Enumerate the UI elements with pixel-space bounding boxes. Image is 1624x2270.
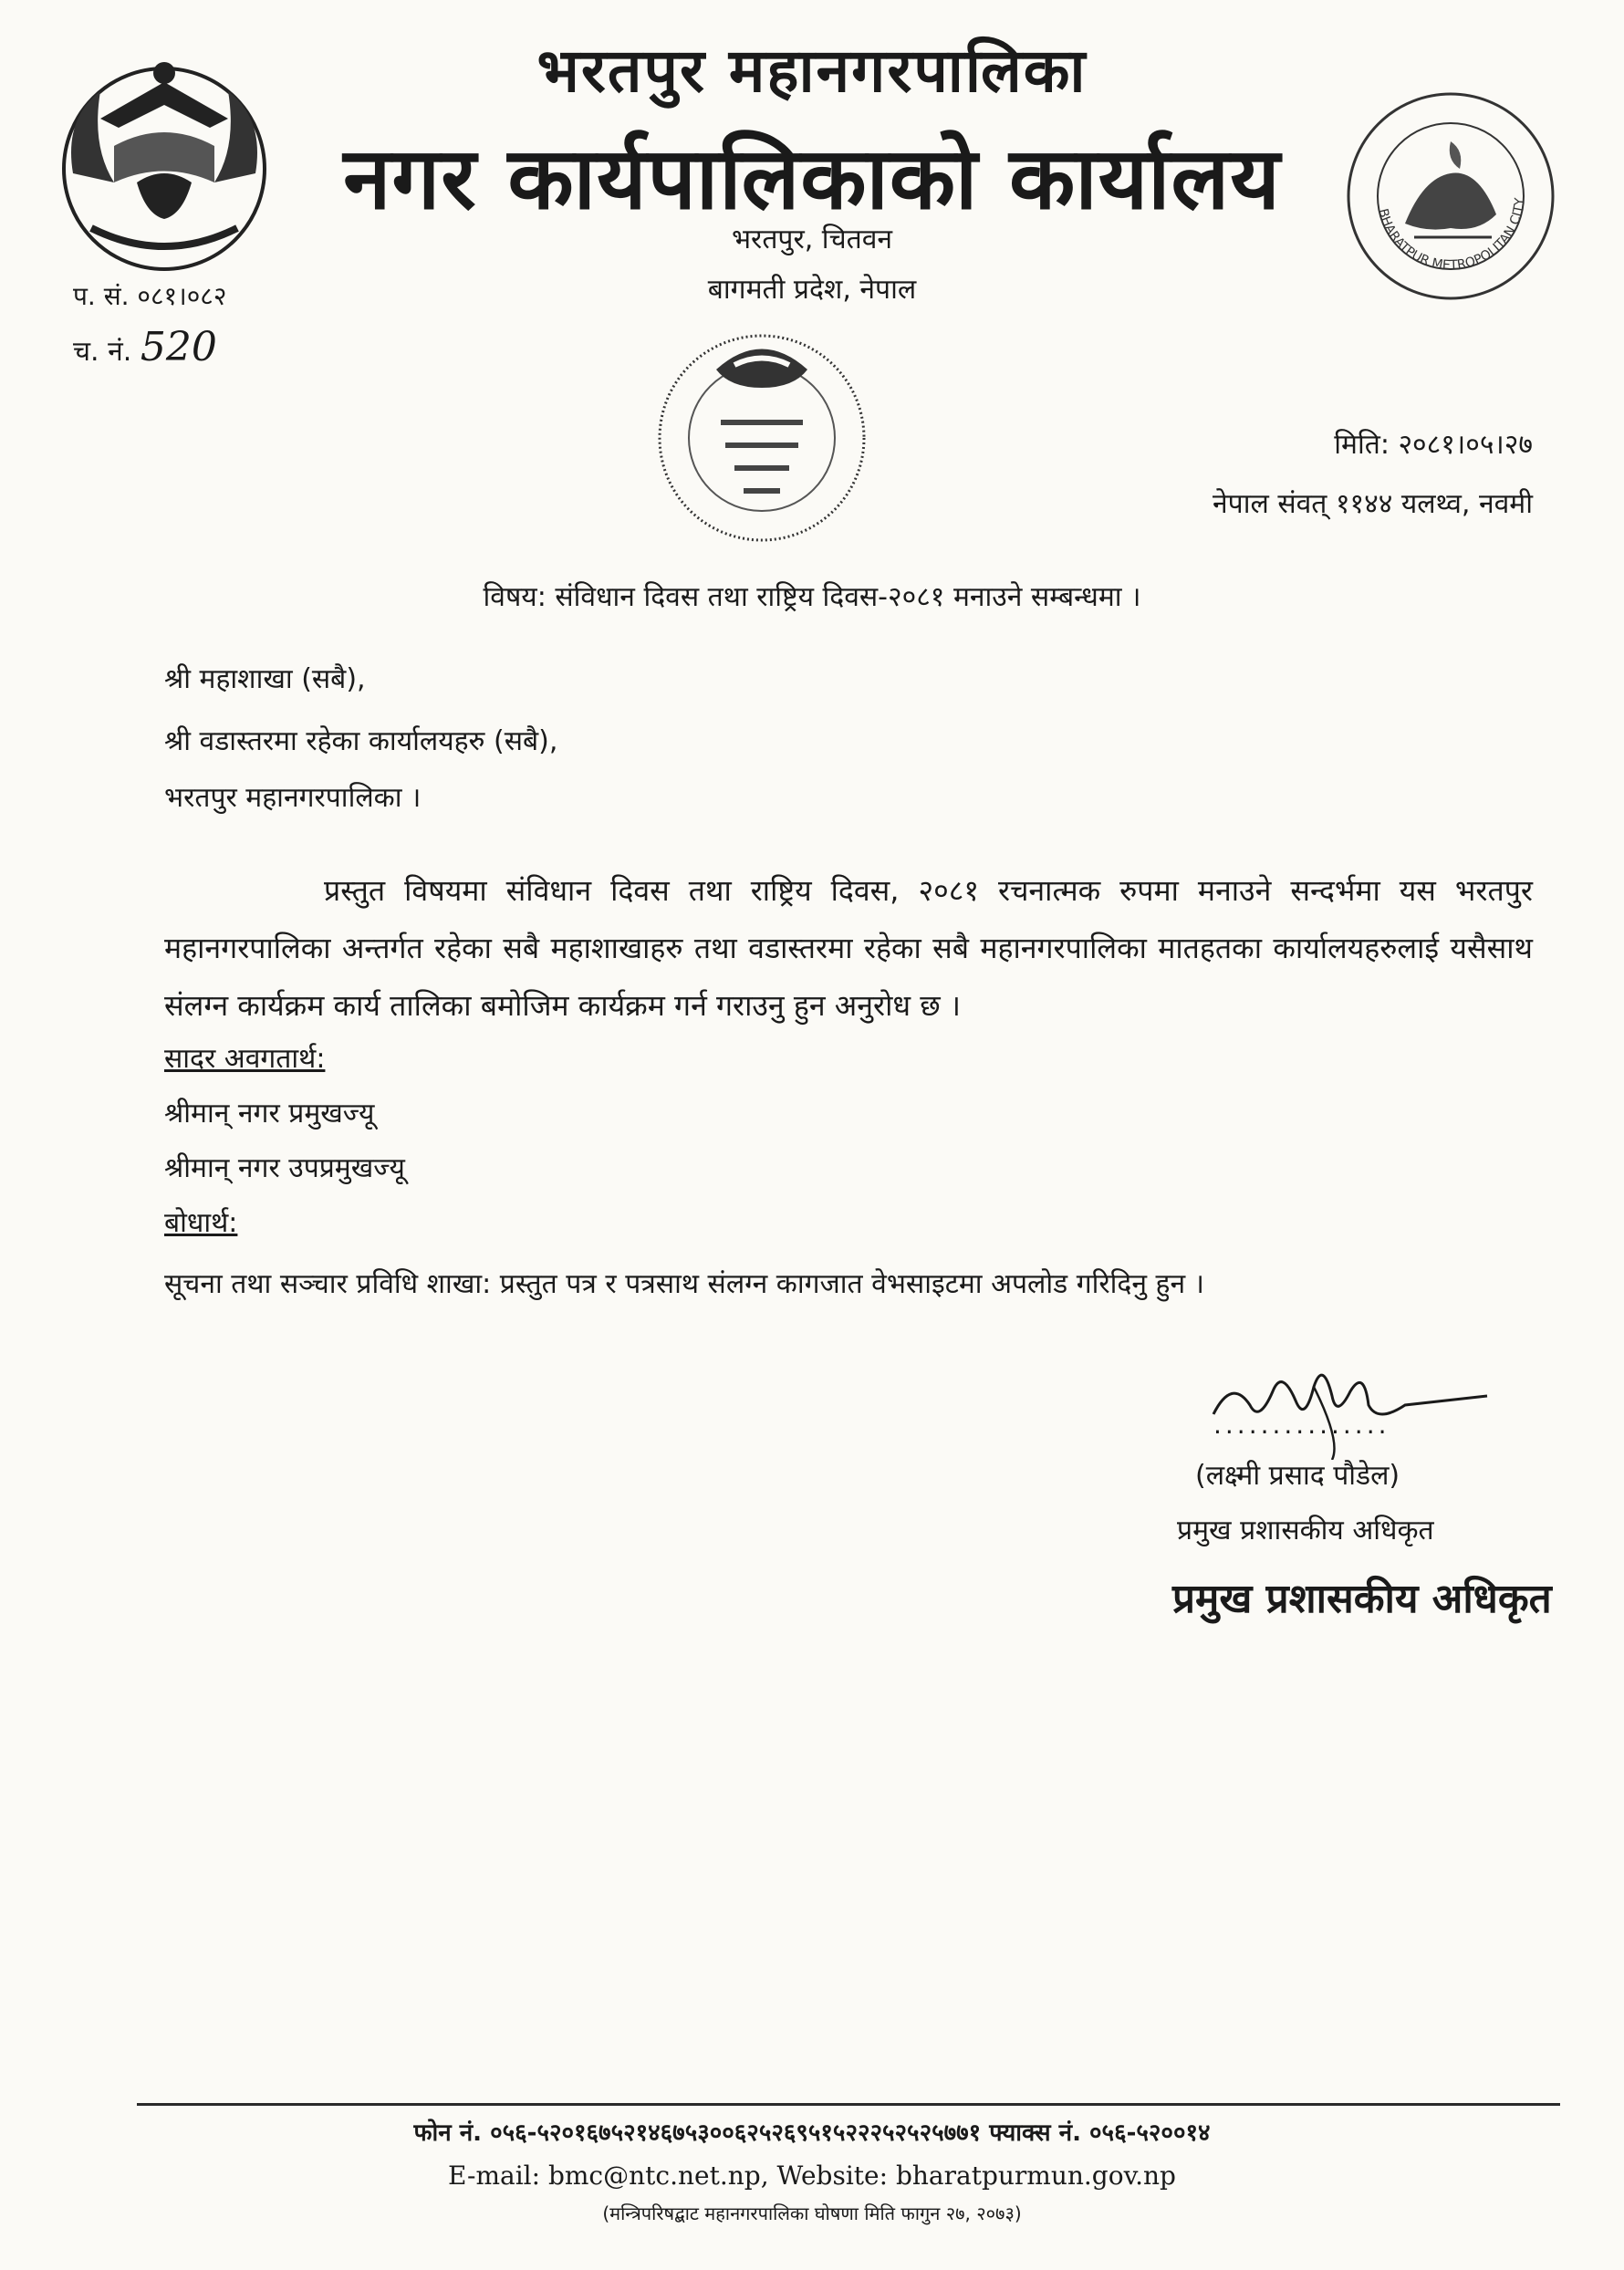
patra-sankhya: प. सं. ०८१।०८२	[73, 281, 227, 311]
handwritten-signature-icon	[1195, 1350, 1505, 1460]
office-title: नगर कार्यपालिकाको कार्यालय	[343, 130, 1281, 229]
body-text: प्रस्तुत विषयमा संविधान दिवस तथा राष्ट्रिय दिवस, २०८१ रचनात्मक रुपमा मनाउने सन्दर्भमा यस भरतपुर महानगरपालिका अन्तर्गत रहेका सबै महाशाखाहरु तथा वडास्तरमा रहेका सबै महानगरपालिका मातहतका कार्यालयहरुलाई यसैसाथ संलग्न कार्यक्रम कार्य तालिका बमोजिम कार्यक्रम गर्न गराउनु हुन अनुरोध छ ।	[164, 873, 1533, 1023]
office-stamp-icon	[630, 301, 894, 566]
subject-line: विषय: संविधान दिवस तथा राष्ट्रिय दिवस-२०८१ मनाउने सम्बन्धमा ।	[483, 581, 1141, 613]
footer-divider	[137, 2103, 1560, 2106]
chalani-handwritten-number: 520	[140, 324, 217, 370]
footer-note: (मन्त्रिपरिषद्बाट महानगरपालिका घोषणा मिति फागुन २७, २०७३)	[602, 2202, 1022, 2224]
date-bs: मिति: २०८१।०५।२७	[1334, 429, 1533, 461]
date-nepal-sambat: नेपाल संवत् ११४४ यलथ्व, नवमी	[1213, 488, 1533, 520]
cc-label: सादर अवगतार्थ:	[164, 1043, 326, 1075]
address-city: भरतपुर, चितवन	[731, 224, 893, 255]
cc-item-mayor: श्रीमान् नगर प्रमुखज्यू	[164, 1098, 375, 1130]
chalani-number	[73, 324, 217, 370]
municipality-name: भरतपुर महानगरपालिका	[536, 36, 1088, 106]
footer-phone: फोन नं. ०५६-५२०१६७५२१४६७५३००६२५२६९५१५२२२५२५२५७७१ फ्याक्स नं. ०५६-५२००१४	[413, 2119, 1211, 2147]
signature-dots: ...............	[1213, 1410, 1390, 1440]
address-province: बागमती प्रदेश, नेपाल	[707, 274, 917, 306]
info-label: बोधार्थ:	[164, 1207, 238, 1239]
body-paragraph	[164, 862, 1533, 1035]
bharatpur-city-logo-icon	[1341, 87, 1560, 306]
svg-text:BHARATPUR METROPOLITAN CITY: BHARATPUR METROPOLITAN CITY	[1375, 197, 1528, 274]
signatory-title: प्रमुख प्रशासकीय अधिकृत	[1177, 1515, 1434, 1546]
signatory-stamp: प्रमुख प्रशासकीय अधिकृत	[1172, 1576, 1552, 1622]
addressee-3: भरतपुर महानगरपालिका ।	[164, 782, 422, 814]
addressee-2: श्री वडास्तरमा रहेका कार्यालयहरु (सबै),	[164, 725, 558, 757]
addressee-1: श्री महाशाखा (सबै),	[164, 663, 366, 695]
cc-item-deputy-mayor: श्रीमान् नगर उपप्रमुखज्यू	[164, 1152, 405, 1184]
info-text: सूचना तथा सञ्चार प्रविधि शाखा: प्रस्तुत पत्र र पत्रसाथ संलग्न कागजात वेभसाइटमा अपलोड गरिदिनु हुन ।	[164, 1268, 1205, 1300]
signatory-name: (लक्ष्मी प्रसाद पौडेल)	[1195, 1460, 1400, 1492]
footer-contact: E-mail: bmc@ntc.net.np, Website: bharatpurmun.gov.np	[448, 2161, 1176, 2191]
chalani-label: च. नं.	[73, 336, 132, 368]
